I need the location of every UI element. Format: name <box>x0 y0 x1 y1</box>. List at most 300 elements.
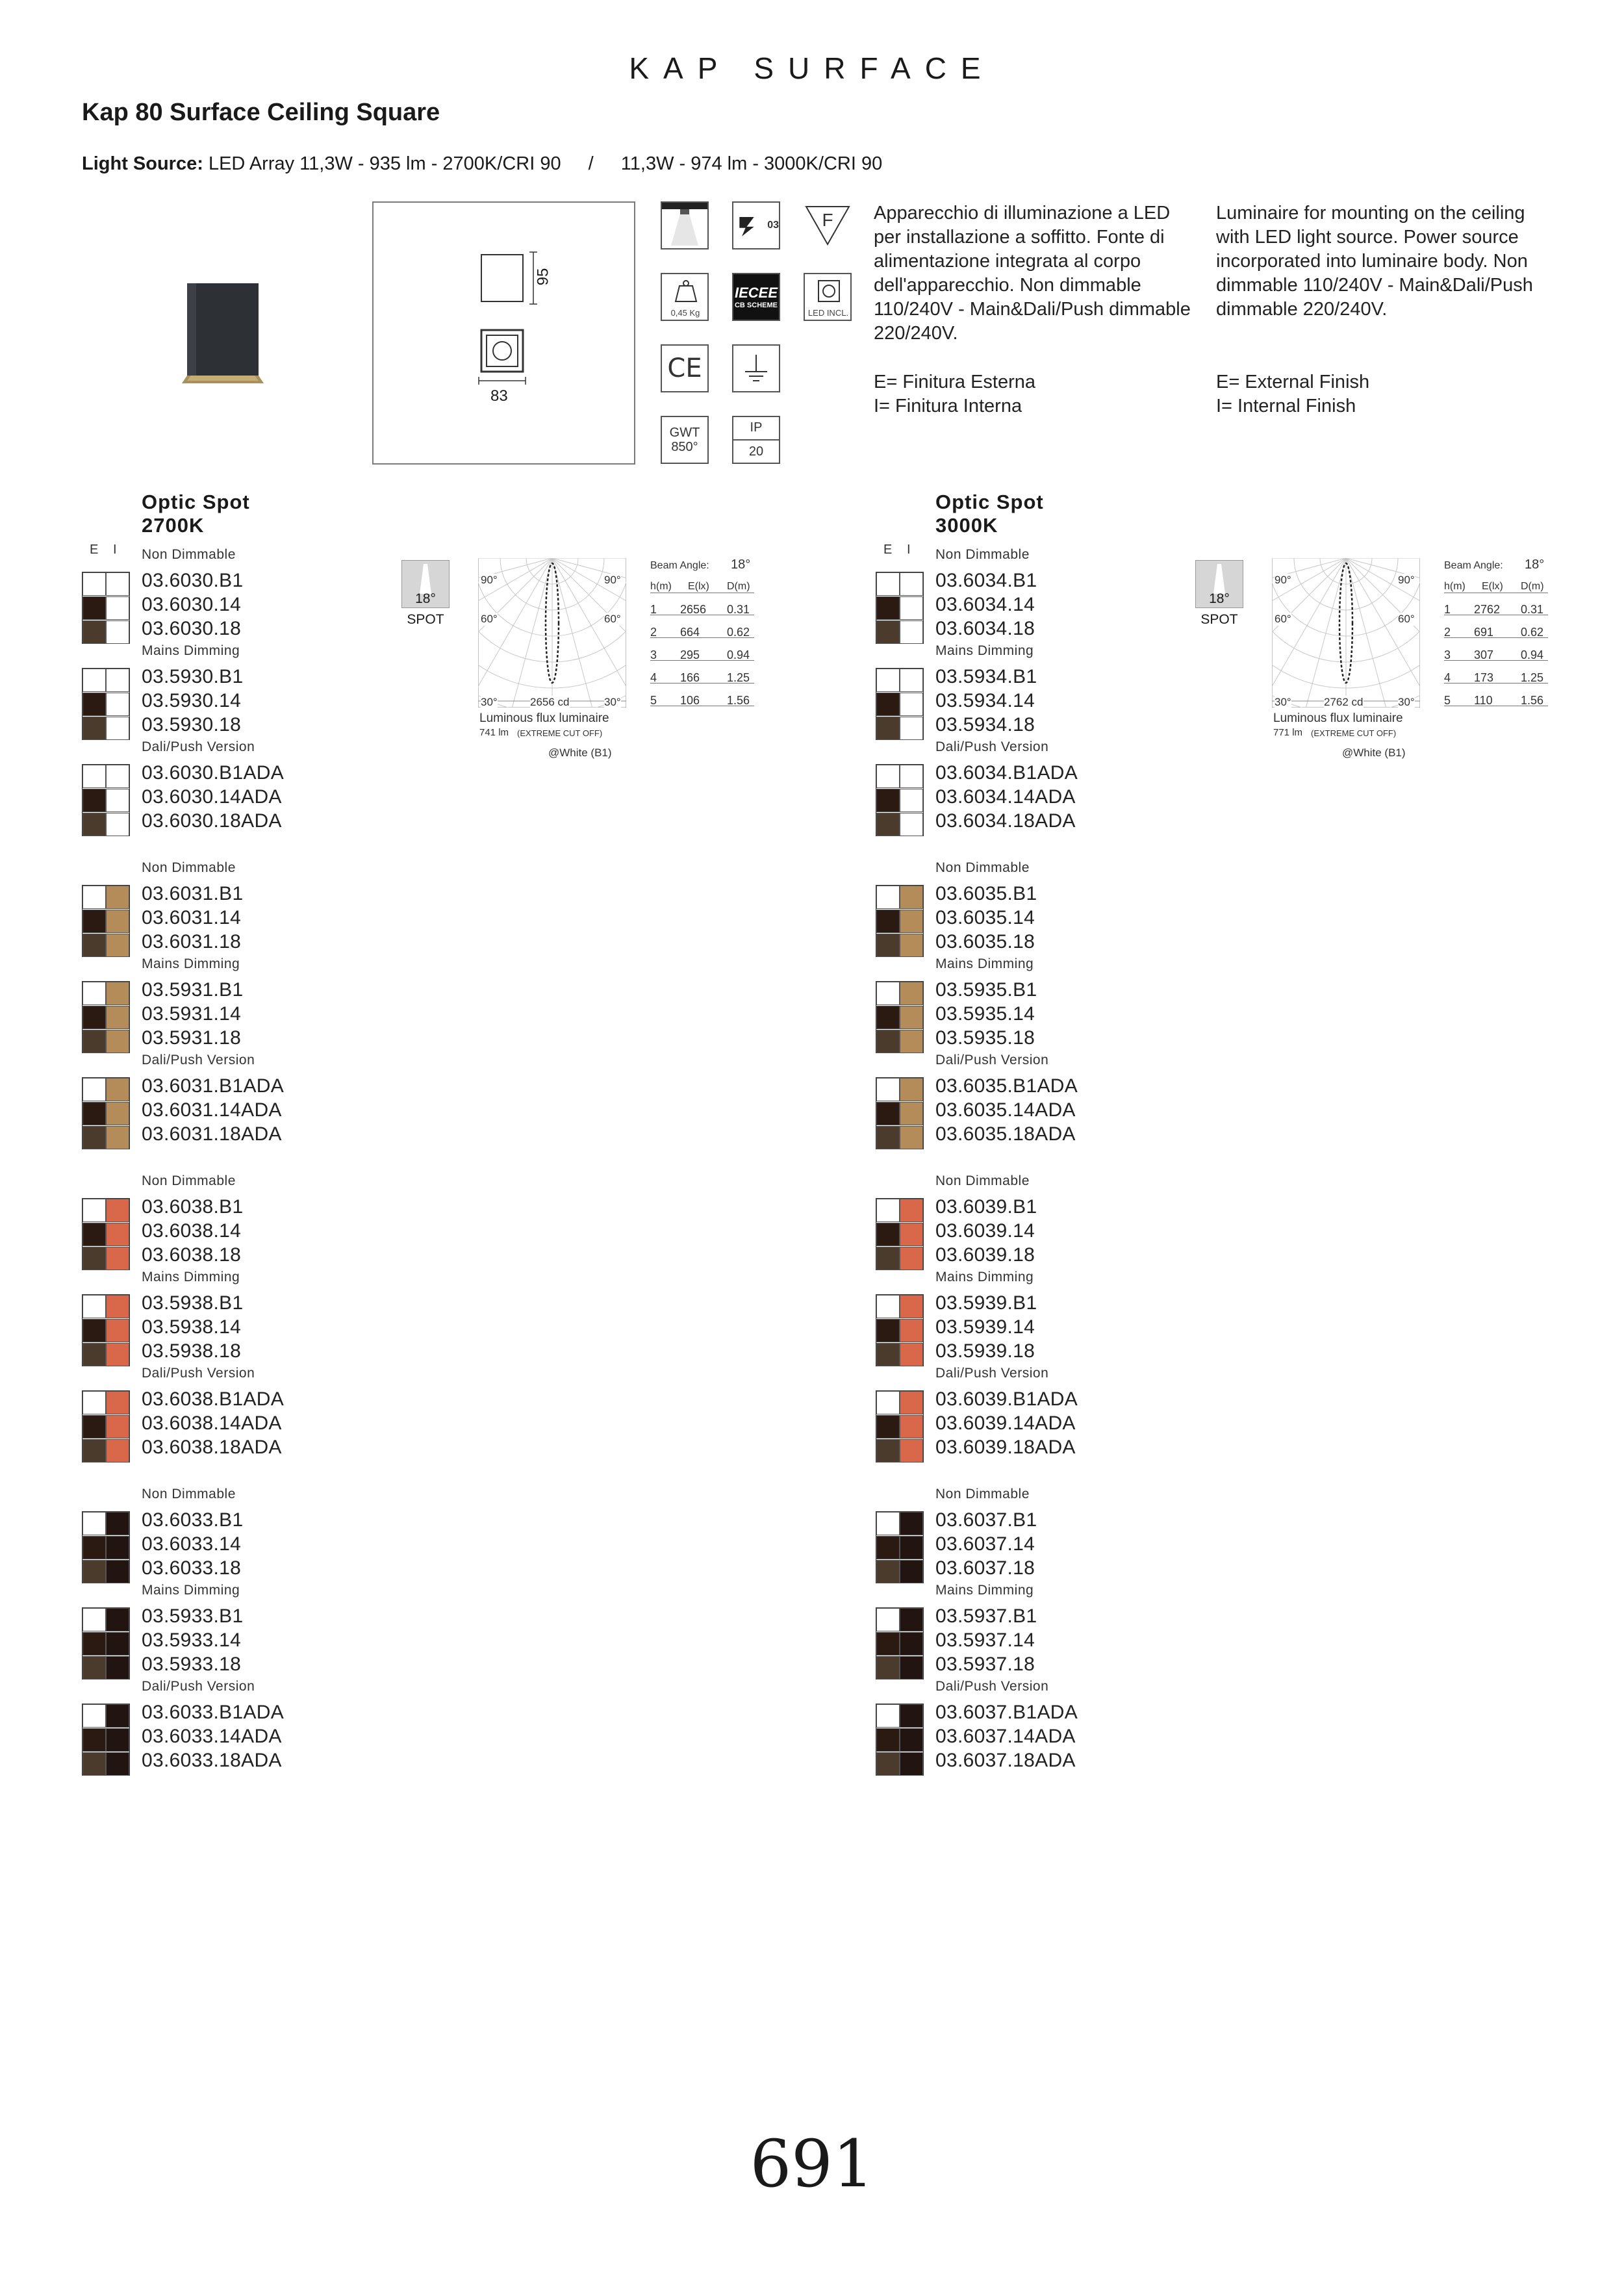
angle-90-left: 90° <box>1275 574 1291 586</box>
inner-finish-swatch <box>106 1439 129 1463</box>
product-code: 03.6030.14 <box>142 594 242 615</box>
inner-finish-swatch <box>106 1512 129 1535</box>
outer-finish-swatch <box>876 1102 900 1125</box>
outer-finish-swatch <box>876 669 900 692</box>
beam-table-cell: 0.31 <box>1521 603 1544 616</box>
gwt-label: GWT <box>669 426 700 440</box>
product-code: 03.6030.B1 <box>142 570 244 591</box>
outer-finish-swatch <box>876 1247 900 1270</box>
beam-table-cell: 1.56 <box>1521 694 1544 707</box>
finish-e-en: E= External Finish <box>1216 372 1370 392</box>
outer-finish-swatch <box>876 1728 900 1752</box>
outer-finish-swatch <box>876 1656 900 1680</box>
outer-finish-swatch <box>876 1608 900 1631</box>
outer-finish-swatch <box>876 1223 900 1246</box>
inner-finish-swatch <box>900 620 923 644</box>
beam-table-row <box>650 694 754 706</box>
product-code: 03.6030.14ADA <box>142 786 282 808</box>
beam-angle-label: Beam Angle: <box>650 560 709 571</box>
beam-table-cell: 0.94 <box>727 648 750 661</box>
inner-finish-swatch <box>900 1560 923 1583</box>
inner-finish-swatch <box>900 1656 923 1680</box>
product-code: 03.6037.14 <box>935 1533 1035 1555</box>
outer-finish-swatch <box>82 620 106 644</box>
width-dimension: 83 <box>490 387 508 405</box>
product-code: 03.6035.B1 <box>935 883 1037 904</box>
product-code: 03.6033.18ADA <box>142 1750 282 1771</box>
inner-finish-swatch <box>900 572 923 596</box>
inner-finish-swatch <box>900 1030 923 1053</box>
product-code: 03.5934.18 <box>935 714 1035 735</box>
product-code: 03.5939.18 <box>935 1340 1035 1362</box>
inner-finish-swatch <box>106 1415 129 1438</box>
inner-finish-swatch <box>106 1343 129 1366</box>
finish-swatch-grid <box>82 885 130 957</box>
page-number: 691 <box>750 2126 874 2202</box>
product-code: 03.6031.B1ADA <box>142 1075 285 1097</box>
beam-table-row <box>650 671 754 683</box>
outer-finish-swatch <box>876 910 900 933</box>
finish-swatch-grid <box>876 1511 924 1583</box>
ip-value: 20 <box>748 444 764 459</box>
white-reference: @White (B1) <box>548 747 612 759</box>
beam-table-header-cell: D(m) <box>1521 581 1544 592</box>
category-label: Non Dimmable <box>142 547 236 562</box>
spot-label: SPOT <box>407 612 444 627</box>
product-code: 03.6035.18 <box>935 931 1035 952</box>
finish-swatch-grid <box>876 1077 924 1149</box>
outer-finish-swatch <box>876 620 900 644</box>
outer-finish-swatch <box>82 717 106 740</box>
ce-icon <box>661 344 709 392</box>
inner-finish-swatch <box>900 1728 923 1752</box>
category-label: Dali/Push Version <box>142 1679 255 1694</box>
category-label: Dali/Push Version <box>142 1053 255 1067</box>
product-code: 03.5937.B1 <box>935 1605 1037 1627</box>
e-label: E <box>90 543 99 557</box>
category-label: Non Dimmable <box>142 1173 236 1188</box>
weight-icon <box>661 273 709 321</box>
light-source-separator: / <box>588 153 594 174</box>
product-code: 03.5930.18 <box>142 714 242 735</box>
outer-finish-swatch <box>82 1728 106 1752</box>
product-code: 03.5939.14 <box>935 1316 1035 1338</box>
candela-value: 2656 cd <box>530 696 570 708</box>
inner-finish-swatch <box>900 886 923 909</box>
product-code: 03.6039.B1ADA <box>935 1388 1078 1410</box>
beam-table-header-cell: h(m) <box>650 581 672 592</box>
inner-finish-swatch <box>106 1536 129 1559</box>
outer-finish-swatch <box>876 813 900 836</box>
product-code: 03.5935.14 <box>935 1003 1035 1025</box>
beam-table-cell: 2 <box>1444 626 1451 639</box>
product-code: 03.5931.18 <box>142 1027 242 1049</box>
product-code: 03.6033.14 <box>142 1533 242 1555</box>
category-label: Dali/Push Version <box>935 1679 1049 1694</box>
outer-finish-swatch <box>82 1030 106 1053</box>
beam-table-cell: 0.62 <box>1521 626 1544 639</box>
product-code: 03.5934.B1 <box>935 666 1037 687</box>
product-code: 03.6035.B1ADA <box>935 1075 1078 1097</box>
product-code: 03.6037.B1 <box>935 1509 1037 1531</box>
optic-subtitle: 3000K <box>935 514 998 537</box>
iecee-scheme: CB SCHEME <box>734 301 778 309</box>
outer-finish-swatch <box>82 1247 106 1270</box>
inner-finish-swatch <box>106 1319 129 1342</box>
angle-90-right: 90° <box>604 574 621 586</box>
product-code: 03.6039.B1 <box>935 1196 1037 1218</box>
inner-finish-swatch <box>900 910 923 933</box>
beam-table-cell: 5 <box>650 694 657 707</box>
finish-swatch-grid <box>82 1077 130 1149</box>
outer-finish-swatch <box>876 1199 900 1222</box>
outer-finish-swatch <box>876 1704 900 1728</box>
angle-30-right: 30° <box>604 696 621 708</box>
beam-table-cell: 2 <box>650 626 657 639</box>
inner-finish-swatch <box>106 669 129 692</box>
outer-finish-swatch <box>82 1391 106 1414</box>
finish-swatch-grid <box>876 981 924 1053</box>
outer-finish-swatch <box>876 1512 900 1535</box>
beam-table-cell: 1 <box>1444 603 1451 616</box>
outer-finish-swatch <box>82 1078 106 1101</box>
finish-swatch-grid <box>82 572 130 644</box>
finish-swatch-grid <box>876 668 924 740</box>
inner-finish-swatch <box>900 1078 923 1101</box>
outer-finish-swatch <box>876 1030 900 1053</box>
outer-finish-swatch <box>82 1608 106 1631</box>
product-photo <box>182 283 264 383</box>
inner-finish-swatch <box>900 596 923 620</box>
inner-finish-swatch <box>900 1126 923 1149</box>
inner-finish-swatch <box>900 1752 923 1776</box>
ip-icon <box>732 416 780 464</box>
outer-finish-swatch <box>876 693 900 716</box>
finish-swatch-grid <box>876 1390 924 1463</box>
spot-degree: 18° <box>1209 591 1230 606</box>
optic-title: Optic Spot <box>935 491 1044 513</box>
beam-table-cell: 1.25 <box>1521 671 1544 684</box>
i-label: I <box>113 543 117 557</box>
angle-90-left: 90° <box>481 574 498 586</box>
inner-finish-swatch <box>106 934 129 957</box>
outer-finish-swatch <box>82 1512 106 1535</box>
outer-finish-swatch <box>876 1752 900 1776</box>
finish-swatch-grid <box>876 885 924 957</box>
inner-finish-swatch <box>106 886 129 909</box>
beam-table-row <box>1444 626 1548 638</box>
inner-finish-swatch <box>106 1223 129 1246</box>
inner-finish-swatch <box>900 1608 923 1631</box>
outer-finish-swatch <box>82 572 106 596</box>
product-code: 03.6039.14ADA <box>935 1412 1076 1434</box>
weight-value: 0,45 Kg <box>670 308 700 318</box>
product-code: 03.6034.14ADA <box>935 786 1076 808</box>
beam-table-header-cell: E(lx) <box>1482 581 1503 592</box>
finish-e-it: E= Finitura Esterna <box>874 372 1036 392</box>
finish-swatch-grid <box>82 1511 130 1583</box>
outer-finish-swatch <box>876 572 900 596</box>
product-code: 03.6035.14 <box>935 907 1035 928</box>
finish-swatch-grid <box>82 668 130 740</box>
outer-finish-swatch <box>82 1415 106 1438</box>
iecee-text: IECEE <box>734 285 778 301</box>
product-code: 03.6030.18 <box>142 618 242 639</box>
category-label: Non Dimmable <box>935 1173 1030 1188</box>
product-code: 03.6034.18ADA <box>935 810 1076 832</box>
inner-finish-swatch <box>900 982 923 1005</box>
page-title: KAP SURFACE <box>629 51 995 85</box>
finish-swatch-grid <box>876 1704 924 1776</box>
beam-table-cell: 295 <box>680 648 700 661</box>
beam-table-row <box>650 603 754 615</box>
cutoff-label: (EXTREME CUT OFF) <box>517 728 603 738</box>
inner-finish-swatch <box>106 596 129 620</box>
outer-finish-swatch <box>82 765 106 788</box>
optic-subtitle: 2700K <box>142 514 205 537</box>
inner-finish-swatch <box>900 1391 923 1414</box>
product-code: 03.6031.B1 <box>142 883 244 904</box>
beam-table-cell: 0.62 <box>727 626 750 639</box>
white-reference: @White (B1) <box>1342 747 1406 759</box>
beam-angle-table <box>1444 557 1554 707</box>
product-code: 03.6037.B1ADA <box>935 1702 1078 1723</box>
product-code: 03.6034.18 <box>935 618 1035 639</box>
outer-finish-swatch <box>82 813 106 836</box>
category-label: Non Dimmable <box>142 860 236 875</box>
product-code: 03.6039.18 <box>935 1244 1035 1266</box>
outer-finish-swatch <box>876 596 900 620</box>
beam-angle-table <box>650 557 761 707</box>
inner-finish-swatch <box>900 1199 923 1222</box>
outer-finish-swatch <box>82 789 106 812</box>
finish-swatch-grid <box>82 1390 130 1463</box>
inner-finish-swatch <box>900 765 923 788</box>
product-code: 03.6038.14ADA <box>142 1412 282 1434</box>
outer-finish-swatch <box>876 934 900 957</box>
inner-finish-swatch <box>106 1126 129 1149</box>
product-code: 03.5938.14 <box>142 1316 242 1338</box>
inner-finish-swatch <box>106 813 129 836</box>
outer-finish-swatch <box>82 693 106 716</box>
beam-table-header-cell: D(m) <box>727 581 750 592</box>
finish-swatch-grid <box>82 1607 130 1680</box>
inner-finish-swatch <box>106 1078 129 1101</box>
beam-table-cell: 4 <box>1444 671 1451 684</box>
product-code: 03.6038.18ADA <box>142 1437 282 1458</box>
finish-swatch-grid <box>82 764 130 836</box>
outer-finish-swatch <box>876 717 900 740</box>
gwt-icon <box>661 416 709 464</box>
outer-finish-swatch <box>82 886 106 909</box>
beam-table-header-cell: h(m) <box>1444 581 1465 592</box>
e-label: E <box>883 543 893 557</box>
product-code: 03.5930.B1 <box>142 666 244 687</box>
outer-finish-swatch <box>82 1536 106 1559</box>
product-code: 03.6037.18ADA <box>935 1750 1076 1771</box>
beam-table-cell: 0.31 <box>727 603 750 616</box>
product-code: 03.5938.18 <box>142 1340 242 1362</box>
luminous-flux-value: 771 lm <box>1273 727 1303 738</box>
outer-finish-swatch <box>82 1439 106 1463</box>
beam-table-cell: 307 <box>1474 648 1494 661</box>
beam-table-header <box>650 581 754 593</box>
inner-finish-swatch <box>900 1006 923 1029</box>
beam-table-cell: 1.56 <box>727 694 750 707</box>
angle-60-left: 60° <box>481 613 498 625</box>
beam-table-cell: 2656 <box>680 603 707 616</box>
beam-angle-label: Beam Angle: <box>1444 560 1503 571</box>
description-en: Luminaire for mounting on the ceiling with LED light source. Power source incorporated into luminaire body. Non dimmable 110/240V - Main&Dali/Push dimmable 220/240V. <box>1216 203 1533 320</box>
class-icon <box>732 201 780 249</box>
product-code: 03.6031.18 <box>142 931 242 952</box>
inner-finish-swatch <box>900 1247 923 1270</box>
inner-finish-swatch <box>106 789 129 812</box>
spot-degree: 18° <box>415 591 436 606</box>
product-code: 03.6033.14ADA <box>142 1726 282 1747</box>
category-label: Mains Dimming <box>935 643 1034 658</box>
angle-90-right: 90° <box>1398 574 1415 586</box>
inner-finish-swatch <box>900 1632 923 1655</box>
angle-30-left: 30° <box>1275 696 1291 708</box>
product-code: 03.6039.18ADA <box>935 1437 1076 1458</box>
inner-finish-swatch <box>900 693 923 716</box>
inner-finish-swatch <box>106 1704 129 1728</box>
product-code: 03.5933.B1 <box>142 1605 244 1627</box>
product-code: 03.5939.B1 <box>935 1292 1037 1314</box>
beam-table-cell: 691 <box>1474 626 1494 639</box>
led-included-icon <box>804 273 852 321</box>
inner-finish-swatch <box>106 910 129 933</box>
outer-finish-swatch <box>876 1560 900 1583</box>
iecee-icon <box>732 273 780 321</box>
f-mark-letter: F <box>822 210 833 230</box>
outer-finish-swatch <box>82 1752 106 1776</box>
category-label: Non Dimmable <box>142 1487 236 1501</box>
inner-finish-swatch <box>106 1295 129 1318</box>
outer-finish-swatch <box>876 1343 900 1366</box>
category-label: Non Dimmable <box>935 860 1030 875</box>
inner-finish-swatch <box>900 1415 923 1438</box>
ip-label: IP <box>750 420 763 435</box>
outer-finish-swatch <box>82 910 106 933</box>
inner-finish-swatch <box>106 693 129 716</box>
product-code: 03.6037.14ADA <box>935 1726 1076 1747</box>
outer-finish-swatch <box>82 1006 106 1029</box>
inner-finish-swatch <box>900 717 923 740</box>
inner-finish-swatch <box>106 1247 129 1270</box>
outer-finish-swatch <box>876 789 900 812</box>
product-code: 03.6035.18ADA <box>935 1123 1076 1145</box>
beam-table-cell: 3 <box>650 648 657 661</box>
light-source-a: LED Array 11,3W - 935 lm - 2700K/CRI 90 <box>208 153 561 174</box>
finish-i-it: I= Finitura Interna <box>874 396 1022 416</box>
beam-table-cell: 1 <box>650 603 657 616</box>
outer-finish-swatch <box>82 1295 106 1318</box>
product-code: 03.5934.14 <box>935 690 1035 711</box>
product-code: 03.6038.14 <box>142 1220 242 1242</box>
product-code: 03.5938.B1 <box>142 1292 244 1314</box>
outer-finish-swatch <box>82 1319 106 1342</box>
optic-title: Optic Spot <box>142 491 250 513</box>
category-label: Dali/Push Version <box>142 1366 255 1381</box>
inner-finish-swatch <box>106 1199 129 1222</box>
category-label: Mains Dimming <box>142 643 240 658</box>
product-code: 03.6034.14 <box>935 594 1035 615</box>
inner-finish-swatch <box>106 765 129 788</box>
finish-swatch-grid <box>876 1198 924 1270</box>
category-label: Mains Dimming <box>142 1270 240 1284</box>
beam-table-row <box>1444 671 1548 683</box>
outer-finish-swatch <box>876 1006 900 1029</box>
category-label: Mains Dimming <box>935 1583 1034 1598</box>
inner-finish-swatch <box>106 1608 129 1631</box>
beam-angle-value: 18° <box>1525 557 1545 572</box>
beam-table-cell: 664 <box>680 626 700 639</box>
outer-finish-swatch <box>876 1391 900 1414</box>
inner-finish-swatch <box>106 717 129 740</box>
led-included-label: LED INCL. <box>807 308 849 318</box>
luminous-flux-label: Luminous flux luminaire <box>1273 711 1403 725</box>
product-code: 03.5937.14 <box>935 1629 1035 1651</box>
inner-finish-swatch <box>900 1439 923 1463</box>
outer-finish-swatch <box>876 1078 900 1101</box>
finish-swatch-grid <box>876 1294 924 1366</box>
outer-finish-swatch <box>876 1415 900 1438</box>
product-code: 03.6033.B1ADA <box>142 1702 285 1723</box>
inner-finish-swatch <box>900 813 923 836</box>
beam-table-row <box>650 648 754 661</box>
outer-finish-swatch <box>876 1536 900 1559</box>
inner-finish-swatch <box>900 934 923 957</box>
angle-30-left: 30° <box>481 696 498 708</box>
beam-table-cell: 106 <box>680 694 700 707</box>
outer-finish-swatch <box>876 886 900 909</box>
outer-finish-swatch <box>876 1319 900 1342</box>
outer-finish-swatch <box>82 982 106 1005</box>
beam-table-header <box>1444 581 1548 593</box>
product-code: 03.6033.18 <box>142 1557 242 1579</box>
inner-finish-swatch <box>900 1704 923 1728</box>
beam-table-header-cell: E(lx) <box>688 581 709 592</box>
inner-finish-swatch <box>106 620 129 644</box>
beam-angle-value: 18° <box>731 557 751 572</box>
inner-finish-swatch <box>106 1632 129 1655</box>
beam-table-row <box>1444 603 1548 615</box>
outer-finish-swatch <box>876 1295 900 1318</box>
inner-finish-swatch <box>900 1223 923 1246</box>
product-code: 03.5935.18 <box>935 1027 1035 1049</box>
beam-table-row <box>1444 648 1548 661</box>
product-code: 03.6031.14ADA <box>142 1099 282 1121</box>
outer-finish-swatch <box>82 1102 106 1125</box>
gwt-value: 850° <box>671 440 698 454</box>
inner-finish-swatch <box>900 1102 923 1125</box>
product-code: 03.5937.18 <box>935 1654 1035 1675</box>
beam-table-cell: 173 <box>1474 671 1494 684</box>
outer-finish-swatch <box>82 669 106 692</box>
inner-finish-swatch <box>106 1728 129 1752</box>
angle-60-right: 60° <box>1398 613 1415 625</box>
category-label: Dali/Push Version <box>142 739 255 754</box>
luminous-flux-value: 741 lm <box>479 727 509 738</box>
product-code: 03.5935.B1 <box>935 979 1037 1001</box>
product-code: 03.6033.B1 <box>142 1509 244 1531</box>
outer-finish-swatch <box>82 1199 106 1222</box>
beam-table-cell: 5 <box>1444 694 1451 707</box>
inner-finish-swatch <box>900 789 923 812</box>
outer-finish-swatch <box>82 1343 106 1366</box>
